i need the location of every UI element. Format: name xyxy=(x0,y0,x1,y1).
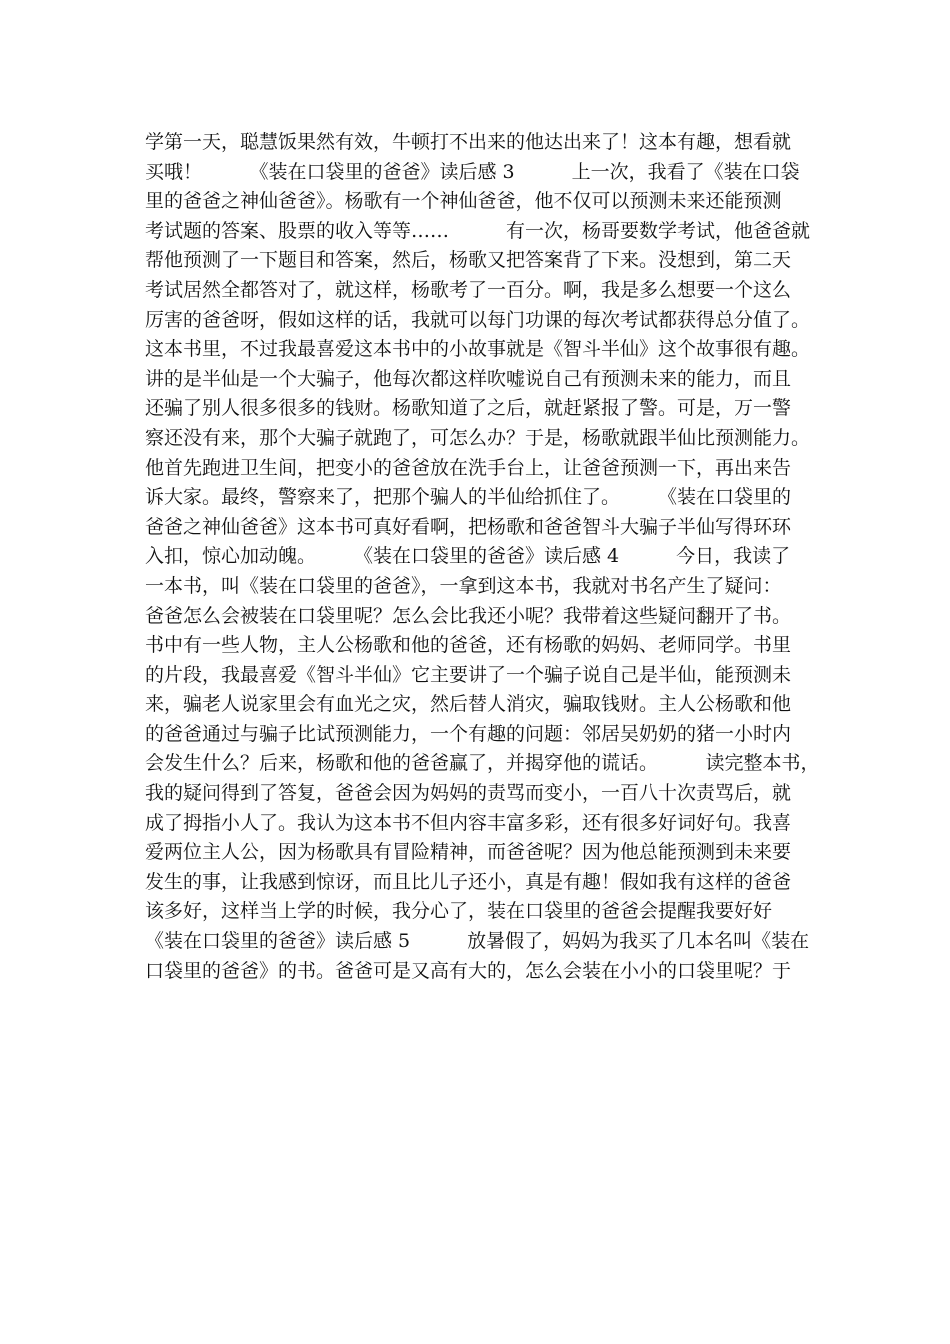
body-text xyxy=(145,128,825,986)
text-line: 还骗了别人很多很多的钱财。杨歌知道了之后，就赶紧报了警。可是，万一警 xyxy=(145,397,792,420)
text-line: 爸爸之神仙爸爸》这本书可真好看啊，把杨歌和爸爸智斗大骗子半仙写得环环 xyxy=(145,515,792,538)
text-line: 的爸爸通过与骗子比试预测能力，一个有趣的问题：邻居吴奶奶的猪一小时内 xyxy=(145,722,792,745)
text-line: 爸爸怎么会被装在口袋里呢？怎么会比我还小呢？我带着这些疑问翻开了书。 xyxy=(145,604,792,627)
text-line: 爱两位主人公，因为杨歌具有冒险精神，而爸爸呢？因为他总能预测到未来要 xyxy=(145,841,792,864)
text-line: 这本书里，不过我最喜爱这本书中的小故事就是《智斗半仙》这个故事很有趣。 xyxy=(145,338,811,361)
text-line: 买哦！ 《装在口袋里的爸爸》读后感 3 上一次，我看了《装在口袋 xyxy=(145,160,800,183)
text-line: 学第一天，聪慧饭果然有效，牛顿打不出来的他达出来了！这本有趣，想看就 xyxy=(145,131,792,153)
text-line: 讲的是半仙是一个大骗子，他每次都这样吹嘘说自己有预测未来的能力，而且 xyxy=(145,367,792,390)
text-line: 来，骗老人说家里会有血光之灾，然后替人消灾，骗取钱财。主人公杨歌和他 xyxy=(145,693,792,716)
text-line: 厉害的爸爸呀，假如这样的话，我就可以每门功课的每次考试都获得总分值了。 xyxy=(145,308,811,331)
text-line: 他首先跑进卫生间，把变小的爸爸放在洗手台上，让爸爸预测一下，再出来告 xyxy=(145,456,792,479)
text-line: 口袋里的爸爸》的书。爸爸可是又高有大的，怎么会装在小小的口袋里呢？于 xyxy=(145,959,792,982)
text-line: 《装在口袋里的爸爸》读后感 5 放暑假了，妈妈为我买了几本名叫《装在 xyxy=(145,930,810,953)
text-line: 发生的事，让我感到惊讶，而且比儿子还小，真是有趣！假如我有这样的爸爸 xyxy=(145,870,792,893)
text-line: 书中有一些人物，主人公杨歌和他的爸爸，还有杨歌的妈妈、老师同学。书里 xyxy=(145,634,792,657)
text-line: 诉大家。最终，警察来了，把那个骗人的半仙给抓住了。 《装在口袋里的 xyxy=(145,486,792,509)
text-line: 我的疑问得到了答复，爸爸会因为妈妈的责骂而变小，一百八十次责骂后，就 xyxy=(145,782,792,805)
text-line: 考试居然全都答对了，就这样，杨歌考了一百分。啊，我是多么想要一个这么 xyxy=(145,278,792,301)
text-line: 的片段，我最喜爱《智斗半仙》它主要讲了一个骗子说自己是半仙，能预测未 xyxy=(145,663,792,686)
text-line: 考试题的答案、股票的收入等等…… 有一次，杨哥要数学考试，他爸爸就 xyxy=(145,219,811,242)
text-line: 里的爸爸之神仙爸爸》。杨歌有一个神仙爸爸，他不仅可以预测未来还能预测 xyxy=(145,190,782,213)
text-line: 会发生什么？后来，杨歌和他的爸爸赢了，并揭穿他的谎话。 读完整本书， xyxy=(145,752,820,775)
text-line: 察还没有来，那个大骗子就跑了，可怎么办？于是，杨歌就跟半仙比预测能力。 xyxy=(145,426,811,449)
text-line: 该多好，这样当上学的时候，我分心了，装在口袋里的爸爸会提醒我要好好 xyxy=(145,900,773,923)
text-line: 入扣，惊心加动魄。 《装在口袋里的爸爸》读后感 4 今日，我读了 xyxy=(145,545,791,568)
text-line: 成了拇指小人了。我认为这本书不但内容丰富多彩，还有很多好词好句。我喜 xyxy=(145,811,792,834)
text-line: 一本书，叫《装在口袋里的爸爸》，一拿到这本书，我就对书名产生了疑问： xyxy=(145,574,782,597)
text-line: 帮他预测了一下题目和答案，然后，杨歌又把答案背了下来。没想到，第二天 xyxy=(145,249,792,272)
